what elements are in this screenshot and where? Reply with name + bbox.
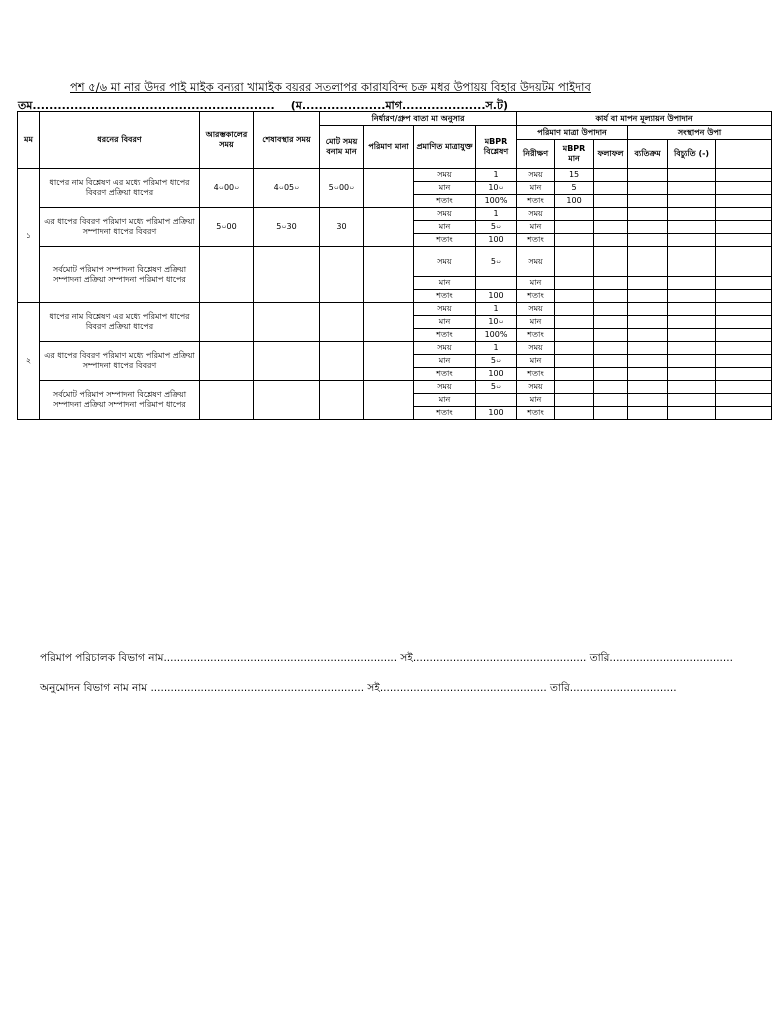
table-body	[18, 169, 772, 420]
row-label: মান	[414, 316, 476, 329]
row-r-label: শতাং	[517, 407, 555, 420]
empty-cell	[594, 234, 628, 247]
row-r-label: মান	[517, 277, 555, 290]
row-value: 100	[476, 407, 517, 420]
row-r-value	[555, 368, 594, 381]
row-value	[476, 394, 517, 407]
row-r-label: মান	[517, 355, 555, 368]
row-r-value	[555, 381, 594, 394]
row-label: শতাং	[414, 290, 476, 303]
item-start-time	[200, 247, 254, 303]
row-r-value	[555, 316, 594, 329]
empty-cell	[628, 329, 668, 342]
row-r-value	[555, 355, 594, 368]
item-total: 30	[320, 208, 364, 247]
row-r-label: মান	[517, 316, 555, 329]
row-value: 100%	[476, 195, 517, 208]
empty-cell	[716, 195, 772, 208]
row-r-label: সময়	[517, 208, 555, 221]
signature-line-1: পরিমাপ পরিচালক বিভাগ নাম...................................................................... সই.................................................... তারি.....................................	[40, 652, 733, 664]
item-total	[320, 303, 364, 342]
empty-cell	[594, 381, 628, 394]
row-value: 5০	[476, 221, 517, 234]
empty-cell	[716, 407, 772, 420]
bpr-table-wrapper	[17, 111, 722, 420]
row-r-value	[555, 303, 594, 316]
r-col-bpr-value: মBPR মান	[555, 140, 594, 169]
row-value: 1	[476, 169, 517, 182]
row-label: শতাং	[414, 329, 476, 342]
item-end-time	[254, 381, 320, 420]
row-value	[476, 277, 517, 290]
item-quantity	[364, 208, 414, 247]
row-r-value: 100	[555, 195, 594, 208]
row-label: মান	[414, 221, 476, 234]
empty-cell	[628, 221, 668, 234]
row-r-label: মান	[517, 182, 555, 195]
table-row	[18, 169, 772, 182]
row-label: মান	[414, 394, 476, 407]
group-sub-bpr: মBPR বিশ্লেষণ	[476, 126, 517, 169]
empty-cell	[628, 355, 668, 368]
empty-cell	[594, 169, 628, 182]
item-total: 5০00০	[320, 169, 364, 208]
table-row	[18, 208, 772, 221]
group-sub-verified: প্রমাণিত মাত্রাযুক্ত	[414, 126, 476, 169]
empty-cell	[594, 342, 628, 355]
item-start-time	[200, 303, 254, 342]
item-quantity	[364, 381, 414, 420]
row-label: সময়	[414, 381, 476, 394]
item-end-time	[254, 247, 320, 303]
item-quantity	[364, 303, 414, 342]
empty-cell	[668, 329, 716, 342]
row-value: 1	[476, 342, 517, 355]
empty-cell	[716, 316, 772, 329]
row-r-label: সময়	[517, 381, 555, 394]
empty-cell	[716, 277, 772, 290]
empty-cell	[716, 208, 772, 221]
row-r-label: শতাং	[517, 329, 555, 342]
empty-cell	[668, 316, 716, 329]
empty-cell	[716, 182, 772, 195]
empty-cell	[716, 342, 772, 355]
row-r-label: শতাং	[517, 195, 555, 208]
row-value: 1	[476, 303, 517, 316]
empty-cell	[594, 355, 628, 368]
section-serial: ২	[18, 303, 40, 420]
row-label: মান	[414, 355, 476, 368]
empty-cell	[668, 342, 716, 355]
row-r-value	[555, 247, 594, 277]
empty-cell	[628, 381, 668, 394]
row-label: সময়	[414, 208, 476, 221]
empty-cell	[628, 234, 668, 247]
item-quantity	[364, 342, 414, 381]
row-label: সময়	[414, 342, 476, 355]
row-r-value	[555, 394, 594, 407]
empty-cell	[716, 303, 772, 316]
empty-cell	[716, 355, 772, 368]
row-r-value	[555, 329, 594, 342]
row-value: 10০	[476, 316, 517, 329]
empty-cell	[668, 182, 716, 195]
row-label: সময়	[414, 247, 476, 277]
r-col-inspection: নিরীক্ষণ	[517, 140, 555, 169]
r-col-result: ফলাফল	[594, 140, 628, 169]
col-end-time: শেষাবস্থার সময়	[254, 112, 320, 169]
empty-cell	[594, 221, 628, 234]
empty-cell	[668, 303, 716, 316]
row-value: 5০	[476, 247, 517, 277]
empty-cell	[594, 247, 628, 277]
empty-cell	[628, 368, 668, 381]
empty-cell	[628, 195, 668, 208]
row-r-label: সময়	[517, 342, 555, 355]
row-value: 100	[476, 234, 517, 247]
empty-cell	[594, 316, 628, 329]
table-row	[18, 247, 772, 277]
row-r-value	[555, 290, 594, 303]
row-value: 5০	[476, 381, 517, 394]
row-value: 100	[476, 368, 517, 381]
row-r-value	[555, 208, 594, 221]
item-end-time	[254, 342, 320, 381]
row-label: সময়	[414, 169, 476, 182]
empty-cell	[594, 182, 628, 195]
row-r-value	[555, 221, 594, 234]
empty-cell	[668, 277, 716, 290]
empty-cell	[716, 290, 772, 303]
row-r-value: 15	[555, 169, 594, 182]
empty-cell	[594, 303, 628, 316]
empty-cell	[668, 208, 716, 221]
empty-cell	[668, 394, 716, 407]
empty-cell	[594, 394, 628, 407]
empty-cell	[668, 247, 716, 277]
table-row	[18, 381, 772, 394]
empty-cell	[668, 381, 716, 394]
row-label: সময়	[414, 303, 476, 316]
empty-cell	[594, 290, 628, 303]
item-description: সর্বমোট পরিমাপ সম্পাদনা বিশ্লেষণ প্রক্রিয়া সম্পাদনা প্রক্রিয়া সম্পাদনা পরিমাপ ধাপের	[40, 247, 200, 303]
group-target-header: নির্ধারণ/গ্রুপ বাতা মা অনুসার	[320, 112, 517, 126]
item-total	[320, 342, 364, 381]
row-value: 100%	[476, 329, 517, 342]
signature-line-2: অনুমোদন বিভাগ নাম নাম ................................................................ সই.................................................. তারি................................	[40, 682, 677, 694]
empty-cell	[628, 342, 668, 355]
empty-cell	[628, 277, 668, 290]
item-end-time	[254, 303, 320, 342]
row-r-label: শতাং	[517, 234, 555, 247]
empty-cell	[716, 368, 772, 381]
subline-left: তম..........................................................	[18, 99, 275, 112]
col-serial: মম	[18, 112, 40, 169]
row-r-value	[555, 277, 594, 290]
item-start-time	[200, 381, 254, 420]
empty-cell	[668, 169, 716, 182]
row-r-label: সময়	[517, 247, 555, 277]
right-sub-a: পরিমাণ মাত্রা উপাদান	[517, 126, 628, 140]
item-description: এর ধাপের বিবরণ পরিমাণ মধ্যে পরিমাপ প্রক্রিয়া সম্পাদনা ধাপের বিবরণ	[40, 208, 200, 247]
item-total	[320, 381, 364, 420]
table-row	[18, 303, 772, 316]
right-sub-b: সংস্থাপন উপা	[628, 126, 772, 140]
empty-cell	[668, 290, 716, 303]
r-col-exception: ব্যতিক্রম	[628, 140, 668, 169]
item-description: এর ধাপের বিবরণ পরিমাণ মধ্যে পরিমাপ প্রক্রিয়া সম্পাদনা ধাপের বিবরণ	[40, 342, 200, 381]
group-sub-total: মোট সময় বনাম মান	[320, 126, 364, 169]
empty-cell	[628, 169, 668, 182]
item-start-time: 4০00০	[200, 169, 254, 208]
item-quantity	[364, 247, 414, 303]
row-label: শতাং	[414, 368, 476, 381]
empty-cell	[716, 394, 772, 407]
row-r-value	[555, 407, 594, 420]
row-r-value: 5	[555, 182, 594, 195]
item-description: ধাপের নাম বিশ্লেষণ এর মধ্যে পরিমাপ ধাপের বিবরণ প্রক্রিয়া ধাপের	[40, 303, 200, 342]
empty-cell	[628, 316, 668, 329]
empty-cell	[668, 355, 716, 368]
section-serial: ১	[18, 169, 40, 303]
empty-cell	[628, 290, 668, 303]
row-label: শতাং	[414, 234, 476, 247]
empty-cell	[668, 368, 716, 381]
empty-cell	[628, 208, 668, 221]
item-total	[320, 247, 364, 303]
empty-cell	[628, 303, 668, 316]
row-value: 10০	[476, 182, 517, 195]
item-description: ধাপের নাম বিশ্লেষণ এর মধ্যে পরিমাপ ধাপের বিবরণ প্রক্রিয়া ধাপের	[40, 169, 200, 208]
r-col-deviation: বিচ্যুতি (-)	[668, 140, 716, 169]
empty-cell	[716, 169, 772, 182]
row-r-label: শতাং	[517, 290, 555, 303]
empty-cell	[594, 208, 628, 221]
bpr-table	[17, 111, 772, 420]
empty-cell	[716, 329, 772, 342]
col-start-time: আরম্ভকালের সময়	[200, 112, 254, 169]
table-row	[18, 342, 772, 355]
row-r-label: সময়	[517, 303, 555, 316]
row-value: 100	[476, 290, 517, 303]
empty-cell	[594, 329, 628, 342]
item-start-time: 5০00	[200, 208, 254, 247]
row-r-value	[555, 234, 594, 247]
empty-cell	[594, 195, 628, 208]
item-description: সর্বমোট পরিমাপ সম্পাদনা বিশ্লেষণ প্রক্রিয়া সম্পাদনা প্রক্রিয়া সম্পাদনা পরিমাপ ধাপের	[40, 381, 200, 420]
empty-cell	[668, 195, 716, 208]
row-label: মান	[414, 182, 476, 195]
empty-cell	[668, 221, 716, 234]
empty-cell	[628, 182, 668, 195]
right-group-header: কার্য বা মাপন মূল্যায়ন উপাদান	[517, 112, 772, 126]
item-start-time	[200, 342, 254, 381]
subline-right: (ম....................মাগ....................স.ট)	[290, 99, 508, 112]
empty-cell	[716, 247, 772, 277]
empty-cell	[716, 234, 772, 247]
empty-cell	[668, 407, 716, 420]
row-label: শতাং	[414, 407, 476, 420]
empty-cell	[594, 277, 628, 290]
empty-cell	[716, 381, 772, 394]
empty-cell	[668, 234, 716, 247]
row-r-label: শতাং	[517, 368, 555, 381]
row-r-label: সময়	[517, 169, 555, 182]
empty-cell	[628, 394, 668, 407]
col-description: ধরনের বিবরণ	[40, 112, 200, 169]
empty-cell	[594, 407, 628, 420]
page-title: পশ ৫/৬ মা নার উদর পাই মাইক বন্যরা খামাইক বয়রর সতলাপর কারাযবিন্দ চক্র মধর উপায়য় বিহার উদয়টম পাইদাব	[70, 80, 591, 94]
item-end-time: 5০30	[254, 208, 320, 247]
empty-cell	[628, 407, 668, 420]
row-label: শতাং	[414, 195, 476, 208]
row-value: 5০	[476, 355, 517, 368]
row-r-label: মান	[517, 221, 555, 234]
item-end-time: 4০05০	[254, 169, 320, 208]
item-quantity	[364, 169, 414, 208]
empty-cell	[716, 221, 772, 234]
row-value: 1	[476, 208, 517, 221]
r-col-extra	[716, 140, 772, 169]
empty-cell	[594, 368, 628, 381]
empty-cell	[628, 247, 668, 277]
row-r-value	[555, 342, 594, 355]
row-label: মান	[414, 277, 476, 290]
group-sub-quantity: পরিমাণ মানা	[364, 126, 414, 169]
row-r-label: মান	[517, 394, 555, 407]
